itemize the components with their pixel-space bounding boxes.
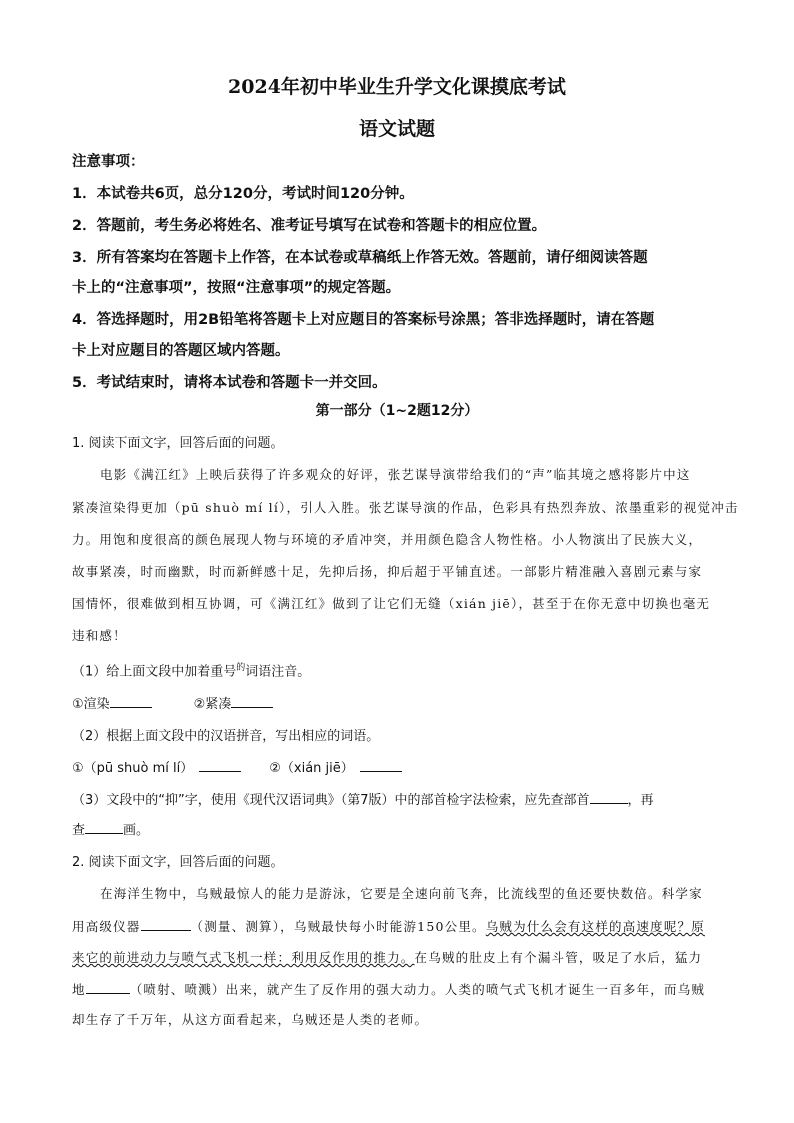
q1-sub3-text: （3）文段中的“抑”字，使用《现代汉语词典》（第7版）中的部首检字法检索，应先查部首 bbox=[72, 793, 590, 808]
q1-sub2-b-label: ②（xián jiē） bbox=[269, 761, 354, 776]
q1-sub3-line2 bbox=[72, 819, 149, 838]
q1-sub3-text-cont: ，再 bbox=[627, 793, 654, 808]
answer-blank[interactable] bbox=[231, 693, 273, 708]
q2-text: 在乌贼的肚皮上有个漏斗管，吸足了水后，猛力 bbox=[414, 950, 703, 965]
notes-item-3-line1: 3．所有答案均在答题卡上作答，在本试卷或草稿纸上作答无效。答题前，请仔细阅读答题 bbox=[72, 250, 648, 266]
exam-subtitle: 语文试题 bbox=[358, 118, 435, 140]
answer-blank[interactable] bbox=[199, 757, 241, 772]
q1-passage-line: 紧凑渲染得更加（pū shuò mí lí），引人入胜。张艺谋导演的作品，色彩具有热烈奔放、浓墨重彩的视觉冲击 bbox=[72, 500, 739, 515]
q2-passage-line bbox=[72, 948, 702, 966]
q1-sub1-answers bbox=[72, 693, 273, 712]
notes-item-4-line1: 4．答选择题时，用2B铅笔将答题卡上对应题目的答案标号涂黑；答非选择题时，请在答题 bbox=[72, 312, 655, 328]
q2-text: 地 bbox=[72, 982, 86, 997]
answer-blank[interactable] bbox=[590, 789, 628, 804]
answer-blank[interactable] bbox=[86, 979, 130, 994]
q1-passage-line: 故事紧凑，时而幽默，时而新鲜感十足，先抑后扬，抑后超于平铺直述。一部影片精准融入喜剧元素与家 bbox=[72, 564, 703, 579]
q1-sub3-line1 bbox=[72, 789, 654, 808]
q1-sub2-answers bbox=[72, 757, 402, 776]
part1-heading: 第一部分（1~2题12分） bbox=[315, 403, 479, 419]
q2-passage-line bbox=[72, 916, 705, 935]
q1-sub1-mark: 的 bbox=[236, 663, 246, 673]
q1-sub1-b-label: ②紧凑 bbox=[193, 697, 232, 712]
q2-underlined-text: 乌贼为什么会有这样的高速度呢？原 bbox=[485, 919, 705, 934]
notes-item-4-line2: 卡上对应题目的答题区域内答题。 bbox=[72, 343, 290, 359]
notes-item-3-line2: 卡上的“注意事项”，按照“注意事项”的规定答题。 bbox=[72, 280, 401, 296]
notes-item-5: 5．考试结束时，请将本试卷和答题卡一并交回。 bbox=[72, 375, 387, 391]
notes-item-2: 2．答题前，考生务必将姓名、准考证号填写在试卷和答题卡的相应位置。 bbox=[72, 218, 547, 234]
q1-sub3-text-cont: 画。 bbox=[123, 823, 150, 838]
exam-title: 2024年初中毕业生升学文化课摸底考试 bbox=[228, 76, 566, 98]
q2-intro: 2. 阅读下面文字，回答后面的问题。 bbox=[72, 855, 284, 870]
q1-passage-line: 违和感！ bbox=[72, 628, 127, 643]
q2-passage-line: 在海洋生物中，乌贼最惊人的能力是游泳，它要是全速向前飞奔，比流线型的鱼还要快数倍。科学家 bbox=[100, 886, 703, 901]
q1-sub1-a-label: ①渲染 bbox=[72, 697, 110, 712]
q1-passage-line: 国情怀，很难做到相互协调，可《满江红》做到了让它们无缝（xián jiē），甚至于在你无意中切换也毫无 bbox=[72, 596, 711, 611]
answer-blank[interactable] bbox=[110, 693, 152, 708]
answer-blank[interactable] bbox=[360, 757, 402, 772]
q2-passage-line bbox=[72, 979, 705, 998]
q1-intro: 1. 阅读下面文字，回答后面的问题。 bbox=[72, 436, 284, 451]
q1-sub2: （2）根据上面文段中的汉语拼音，写出相应的词语。 bbox=[72, 729, 380, 744]
q2-underlined-text: 来它的前进动力与喷气式飞机一样：利用反作用的推力。 bbox=[72, 950, 415, 965]
q1-sub1-text: （1）给上面文段中加着重号 bbox=[72, 664, 237, 680]
q2-text: （测量、测算），乌贼最快每小时能游150公里。 bbox=[190, 919, 486, 934]
notes-item-1: 1．本试卷共6页，总分120分，考试时间120分钟。 bbox=[72, 186, 414, 202]
q1-passage-line: 电影《满江红》上映后获得了许多观众的好评，张艺谋导演带给我们的“声”临其境之感将影片中这 bbox=[100, 467, 691, 482]
answer-blank[interactable] bbox=[141, 916, 191, 931]
q1-passage-line: 力。用饱和度很高的颜色展现人物与环境的矛盾冲突，并用颜色隐含人物性格。小人物演出了民族大义， bbox=[72, 532, 703, 547]
q2-text: 用高级仪器 bbox=[72, 919, 141, 934]
q2-text: （喷射、喷溅）出来，就产生了反作用的强大动力。人类的喷气式飞机才诞生一百多年，而乌贼 bbox=[129, 982, 706, 997]
q1-sub2-a-label: ①（pū shuò mí lí） bbox=[72, 761, 194, 776]
q1-sub1 bbox=[72, 660, 310, 679]
q1-sub1-tail: 词语注音。 bbox=[245, 664, 311, 680]
q1-sub3-text: 查 bbox=[72, 823, 86, 838]
q2-passage-line: 却生存了千万年，从这方面看起来，乌贼还是人类的老师。 bbox=[72, 1012, 429, 1027]
notes-heading: 注意事项： bbox=[72, 154, 145, 170]
answer-blank[interactable] bbox=[85, 819, 123, 834]
